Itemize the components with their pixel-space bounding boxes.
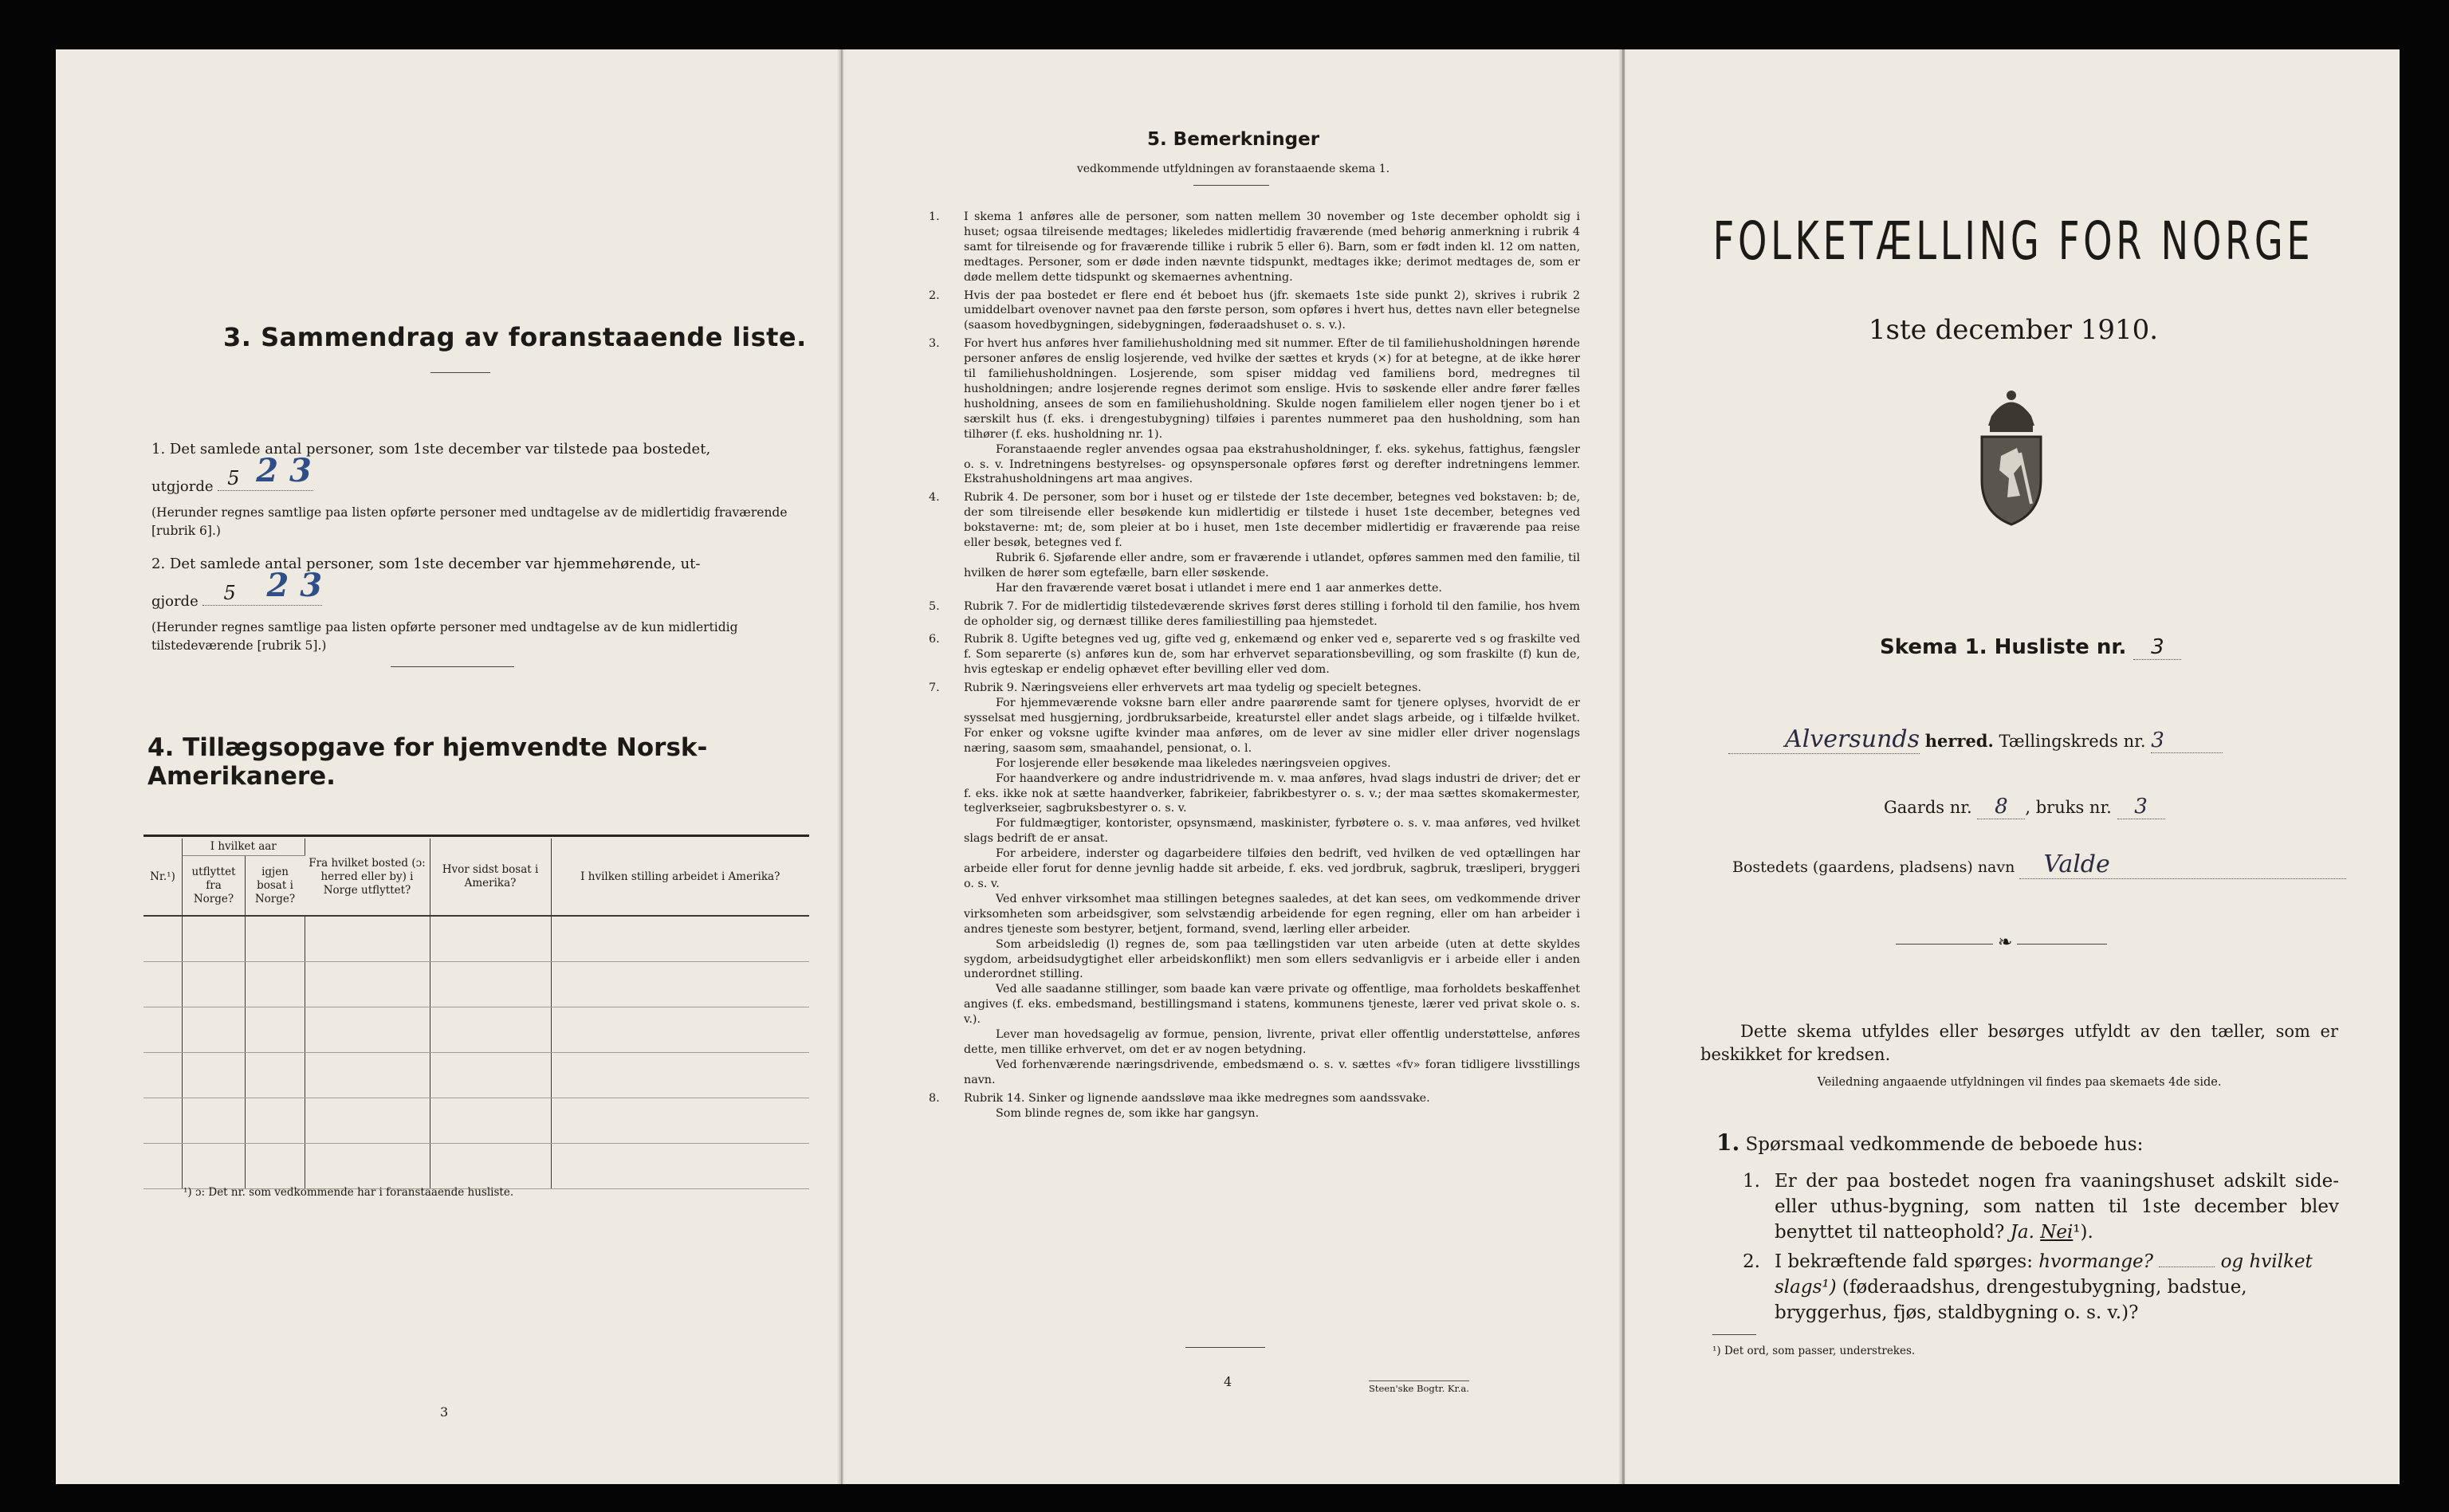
table-row — [143, 916, 809, 962]
col-header-nr: Nr.¹) — [143, 838, 183, 916]
q1-answer-nei: Nei — [2040, 1222, 2074, 1243]
divider — [1185, 1347, 1265, 1348]
remark-text: Rubrik 14. Sinker og lignende aandssløve maa ikke medregnes som aandssvake. — [964, 1091, 1430, 1105]
bruks-value: 3 — [2117, 795, 2165, 819]
remark-paragraph — [946, 846, 1580, 892]
remark-text: For arbeidere, inderster og dagarbeidere tilføies den bedrift, ved hvilken de ved optællingen har arbeide eller forut for denne jevnlig hadde sit arbeide, f. eks. ved jordbruk, sagbruk, træsliperi, bryggeri o. s. v. — [964, 847, 1580, 890]
norsk-amerikaner-table — [143, 838, 809, 1189]
item2-utgjorde-label: gjorde — [151, 593, 199, 610]
section3-title: 3. Sammendrag av foranstaaende liste. — [223, 322, 807, 352]
bosted-label: Bostedets (gaardens, pladsens) navn — [1732, 858, 2015, 876]
remark-paragraph — [929, 289, 1580, 334]
husliste-number: 3 — [2133, 635, 2181, 660]
remark-text: For hjemmeværende voksne barn eller andre paarørende samt for tjenere oplyses, hvorvidt de er sysselsat med husgjerning, jordbruksarbeide, kreaturstel eller andet slags arbeide, og i tilfælde hvilket. For enker og voksne ugifte kvinder maa anføres, om de lever av sine midler eller driver nogenslags næring, saasom søm, smaahandel, pensionat, o. l. — [964, 697, 1580, 755]
remark-paragraph — [929, 210, 1580, 285]
page-fold — [837, 49, 845, 1484]
remark-paragraph — [946, 696, 1580, 756]
col-header-fra: Fra hvilket bosted (ɔ: herred eller by) i Norge utflyttet? — [305, 838, 430, 916]
ornament-icon: ❧ — [1993, 933, 2017, 952]
item2-handwritten-value: 2 3 — [266, 567, 323, 604]
remark-paragraph — [946, 982, 1580, 1027]
table-row — [143, 1098, 809, 1144]
skema-label: Skema 1. Husliste nr. — [1880, 635, 2127, 659]
remark-text: Rubrik 7. For de midlertidig tilstedeværende skrives først deres stilling i forhold til den familie, hos hvem de opholder sig, og dernæst tillike deres familiestilling paa hjemstedet. — [964, 599, 1580, 628]
remark-paragraph — [946, 892, 1580, 937]
q2-text-a: I bekræftende fald spørges: — [1775, 1251, 2033, 1272]
right-footnote: ¹) Det ord, som passer, understrekes. — [1712, 1345, 1916, 1357]
herred-label: herred. — [1924, 731, 1994, 751]
remark-text: For losjerende eller besøkende maa likeledes næringsveien opgives. — [996, 756, 1391, 770]
remark-number: 2. — [929, 289, 940, 302]
remark-paragraph — [946, 1027, 1580, 1058]
herred-line — [1728, 725, 2334, 754]
q1-body — [1775, 1168, 2339, 1245]
divider — [391, 666, 514, 667]
remark-text: I skema 1 anføres alle de personer, som natten mellem 30 november og 1ste december opholdt sig i huset; ogsaa tilreisende medtages; likeledes midlertidig fraværende (med behørig anmerkning i rubrik 4 samt for tilreisende og for fraværende tillike i rubrik 5 eller 6). Barn, som er født inden kl. 12 om natten, medtages. Personer, som er døde inden nævnte tidspunkt, medtages ikke; derimot medtages de, som er døde mellem dette tidspunkt og skemaernes avhentning. — [964, 210, 1580, 284]
remark-paragraph — [929, 1091, 1580, 1106]
page-number: 4 — [1224, 1374, 1232, 1389]
col-header-hvor: Hvor sidst bosat i Amerika? — [430, 838, 551, 916]
bosted-line — [1732, 850, 2346, 879]
remark-paragraph — [946, 756, 1580, 772]
remark-number: 3. — [929, 337, 940, 351]
page-number: 3 — [440, 1404, 449, 1420]
remark-number: 8. — [929, 1091, 940, 1105]
item1-text: 1. Det samlede antal personer, som 1ste december var tilstede paa bostedet, — [151, 441, 711, 458]
krets-label: Tællingskreds nr. — [1999, 732, 2146, 751]
divider — [430, 372, 490, 373]
remark-text: Rubrik 6. Sjøfarende eller andre, som er fraværende i utlandet, opføres sammen med den familie, til hvilken de hører som egtefælle, barn eller søskende. — [964, 551, 1580, 579]
q2-text-b: hvormange? — [2038, 1251, 2153, 1272]
remark-paragraph — [946, 442, 1580, 488]
item2-printed-value: 5 — [223, 582, 236, 604]
herred-value: Alversunds — [1728, 725, 1920, 754]
right-page — [1622, 49, 2400, 1484]
remark-text: Som blinde regnes de, som ikke har gangsyn. — [996, 1106, 1260, 1120]
question-heading-text: Spørsmaal vedkommende de beboede hus: — [1745, 1134, 2144, 1155]
bruks-label: bruks nr. — [2035, 798, 2112, 817]
remark-paragraph — [929, 632, 1580, 677]
remarks-list — [929, 206, 1580, 1121]
table-top-rule — [143, 835, 809, 837]
item1-value-field — [218, 452, 313, 491]
remark-text: Hvis der paa bostedet er flere end ét beboet hus (jfr. skemaets 1ste side punkt 2), skrives i rubrik 2 umiddelbart ovenover navnet paa den første person, som opføres i hvert hus, dettes navn eller betegnelse (saasom hovedbygningen, sidebygningen, føderaadshuset o. s. v.). — [964, 289, 1580, 332]
remark-text: Ved forhenværende næringsdrivende, embedsmænd o. s. v. sættes «fv» foran tidligere livsstillings navn. — [964, 1058, 1580, 1086]
gaards-line: Gaards nr. 8 , bruks nr. 3 — [1884, 795, 2165, 819]
table-row — [143, 962, 809, 1007]
remark-text: For hvert hus anføres hver familiehusholdning med sit nummer. Efter de til familiehusholdningen hørende personer anføres de enslig losjerende, ved hvilke der sættes et kryds (×) for at betegne, at de ikke hører til familiehusholdningen. Losjerende, som spiser middag ved familiens bord, medregnes til husholdningen; andre losjerende regnes derimot som enslige. Hvis to søskende eller andre fører fælles husholdning, ansees de som en familiehusholdning. Skulde nogen familielem eller nogen tjener bo i et særskilt hus (f. eks. i drengestubygning) tilføies i parentes nummeret paa den husholdning, som han tilhører (f. eks. husholdning nr. 1). — [964, 337, 1580, 441]
intro-note: Veiledning angaaende utfyldningen vil findes paa skemaets 4de side. — [1817, 1076, 2222, 1089]
footnote-rule — [1712, 1334, 1756, 1335]
q1-answer-ja: Ja. — [2010, 1222, 2034, 1243]
remark-text: Rubrik 8. Ugifte betegnes ved ug, gifte ved g, enkemænd og enker ved e, separerte ved s og fraskilte ved f. Som separerte (s) anføres kun de, som har erhvervet separationsbevilling, og som fraskilte (f) kun de, hvis egteskap er endelig ophævet efter bevilling eller ved dom. — [964, 633, 1580, 677]
col-header-stilling: I hvilken stilling arbeidet i Amerika? — [551, 838, 809, 916]
remark-paragraph — [946, 772, 1580, 817]
coat-of-arms-icon — [1967, 384, 2055, 528]
item2-note: (Herunder regnes samtlige paa listen opførte personer med undtagelse av de kun midlertidig tilstedeværende [rubrik 5].) — [151, 620, 738, 653]
remark-paragraph — [929, 336, 1580, 442]
q2-text-d: (føderaadshus, drengestubygning, badstue, bryggerhus, fjøs, staldbygning o. s. v.)? — [1775, 1277, 2247, 1323]
col-header-utflyttet: utflyttet fra Norge? — [183, 856, 246, 917]
item1-handwritten-value: 2 3 — [256, 452, 312, 489]
printer-imprint: Steen'ske Bogtr. Kr.a. — [1369, 1380, 1469, 1394]
middle-page — [841, 49, 1622, 1484]
question-1 — [1743, 1168, 2339, 1245]
q2-body — [1775, 1249, 2339, 1325]
q1-answer-suffix: ¹). — [2073, 1222, 2093, 1243]
table-row — [143, 1144, 809, 1189]
item2-text: 2. Det samlede antal personer, som 1ste december var hjemmehørende, ut- — [151, 556, 701, 572]
remark-number: 5. — [929, 599, 940, 613]
krets-value: 3 — [2151, 729, 2223, 753]
intro-text: Dette skema utfyldes eller besørges utfyldt av den tæller, som er beskikket for kredsen. — [1700, 1022, 2338, 1064]
remark-number: 1. — [929, 210, 940, 223]
remark-text: Rubrik 4. De personer, som bor i huset og er tilstede der 1ste december, betegnes ved bokstaven: b; de, der som tilreisende eller besøkende kun midlertidig er tilstede i huset 1ste december, betegnes ved bokstaverne: mt; de, som pleier at bo i huset, men 1ste december midlertidig er fraværende paa reise eller besøk, betegnes ved f. — [964, 491, 1580, 550]
col-header-group: I hvilket aar — [183, 838, 305, 856]
remarks-title: 5. Bemerkninger — [1146, 129, 1320, 150]
summary-item-2 — [151, 552, 813, 655]
table-footnote: ¹) ɔ: Det nr. som vedkommende har i foranstaaende husliste. — [183, 1186, 514, 1199]
remark-paragraph — [946, 816, 1580, 846]
remark-text: For haandverkere og andre industridrivende m. v. maa anføres, hvad slags industri de driver; det er f. eks. ikke nok at sætte haandverker, fabrikeier, fabrikbestyrer o. s. v.; der maa sættes skomakermester, teglverkseier, sagbruksbestyrer o. s. v. — [964, 772, 1580, 815]
item1-printed-value: 5 — [227, 467, 240, 489]
remark-number: 6. — [929, 633, 940, 646]
table-row — [143, 1007, 809, 1053]
gaards-label: Gaards nr. — [1884, 798, 1972, 817]
gaards-value: 8 — [1977, 795, 2025, 819]
table-row — [143, 1053, 809, 1098]
remark-text: Ved enhver virksomhet maa stillingen betegnes saaledes, at det kan sees, om vedkommende driver virksomheten som arbeidsgiver, som selvstændig arbeidende for egen regning, eller om han arbeider i andres tjeneste som bestyrer, betjent, formand, svend, lærling eller arbeider. — [964, 892, 1580, 936]
section4-title: 4. Tillægsopgave for hjemvendte Norsk-Amerikanere. — [147, 733, 708, 791]
remark-text: Lever man hovedsagelig av formue, pension, livrente, privat eller offentlig understøttelse, anføres dette, men tillike erhvervet, om det er av nogen betydning. — [964, 1028, 1580, 1056]
question-heading: 1. Spørsmaal vedkommende de beboede hus: — [1716, 1129, 2144, 1156]
remark-number: 7. — [929, 681, 940, 695]
left-page — [56, 49, 841, 1484]
col-header-igjen: igjen bosat i Norge? — [246, 856, 305, 917]
bosted-value: Valde — [2019, 850, 2346, 879]
remark-text: Ved alle saadanne stillinger, som baade kan være private og offentlige, maa forholdets beskaffenhet angives (f. eks. embedsmand, bestillingsmand i statens, kommunens tjeneste, lærer ved privat skole o. s. v.). — [964, 983, 1580, 1027]
question-2 — [1743, 1249, 2339, 1325]
remark-paragraph — [946, 581, 1580, 596]
summary-item-1 — [151, 437, 813, 540]
remark-paragraph — [946, 1106, 1580, 1121]
census-date: 1ste december 1910. — [1868, 314, 2159, 346]
remark-text: For fuldmægtiger, kontorister, opsynsmænd, maskinister, fyrbøtere o. s. v. maa anføres, ved hvilket slags bedrift de er ansat. — [964, 817, 1580, 846]
remark-text: Som arbeidsledig (l) regnes de, som paa tællingstiden var uten arbeide (uten at dette skyldes sygdom, arbeidsudygtighet eller arbeidskonflikt) men som ellers sedvanligvis er i arbeide eller i anden underordnet stilling. — [964, 937, 1580, 981]
divider — [1193, 185, 1269, 186]
remark-text: Har den fraværende været bosat i utlandet i mere end 1 aar anmerkes dette. — [996, 581, 1442, 595]
q1-text: Er der paa bostedet nogen fra vaaningshuset adskilt side- eller uthus-bygning, som natten til 1ste december blev benyttet til natteophold? — [1775, 1171, 2339, 1243]
remark-paragraph — [946, 1058, 1580, 1088]
remark-paragraph — [946, 551, 1580, 581]
remark-paragraph — [929, 490, 1580, 551]
item2-value-field — [202, 567, 323, 606]
remark-text: Rubrik 9. Næringsveiens eller erhvervets art maa tydelig og specielt betegnes. — [964, 681, 1421, 695]
remark-paragraph — [946, 937, 1580, 983]
q1-number: 1. — [1743, 1171, 1760, 1192]
page-fold — [1618, 49, 1626, 1484]
q2-text-c: og hvilket slags¹) — [1775, 1251, 2313, 1298]
item1-utgjorde-label: utgjorde — [151, 478, 214, 495]
remark-paragraph — [929, 599, 1580, 630]
item1-note: (Herunder regnes samtlige paa listen opførte personer med undtagelse av de midlertidig fraværende [rubrik 6].) — [151, 505, 788, 538]
q2-number: 2. — [1743, 1251, 1760, 1272]
skema-line — [1880, 635, 2181, 660]
remark-number: 4. — [929, 491, 940, 505]
census-title: FOLKETÆLLING FOR NORGE — [1712, 210, 2314, 272]
remarks-subtitle: vedkommende utfyldningen av foranstaaende skema 1. — [1076, 163, 1390, 175]
remark-paragraph — [929, 681, 1580, 696]
remark-text: Foranstaaende regler anvendes ogsaa paa ekstrahusholdninger, f. eks. sykehus, fattighus, fængsler o. s. v. Indretningens bestyrelses- og opsynspersonale opføres først og derefter indretningens lemmer. Ekstrahusholdningens art maa angives. — [964, 442, 1580, 486]
